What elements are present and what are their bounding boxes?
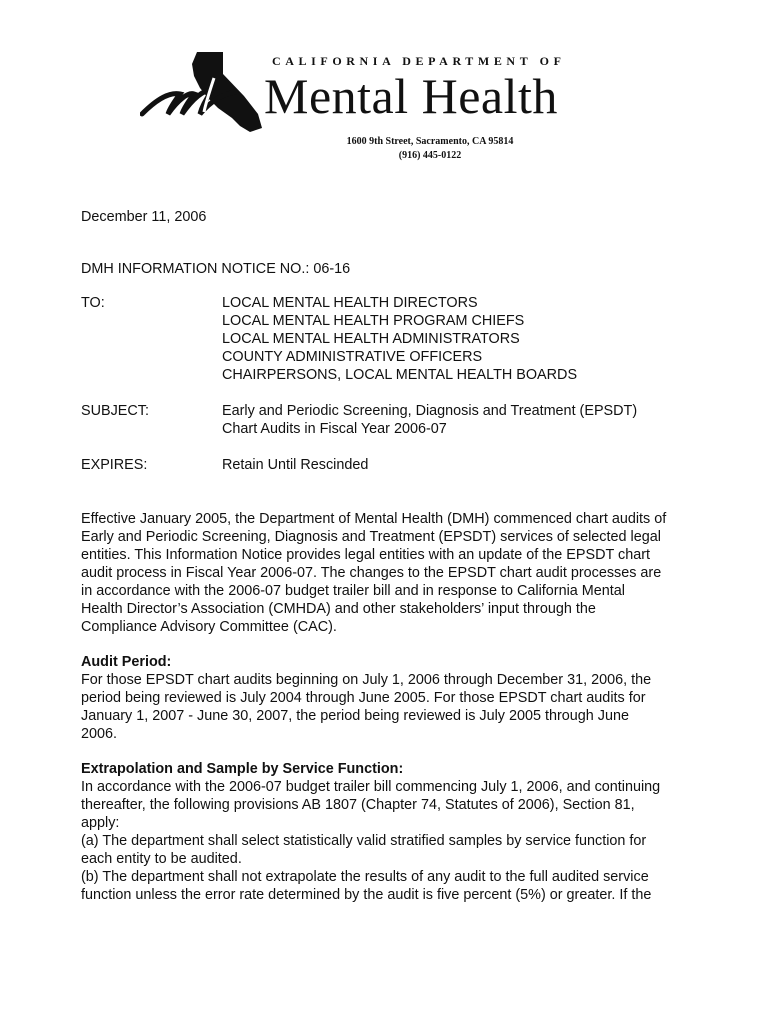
department-name: Mental Health [264, 68, 558, 124]
paragraph-line: Health Director’s Association (CMHDA) and other stakeholders’ input through the [81, 601, 596, 617]
to-label: TO: [81, 295, 105, 311]
recipient: LOCAL MENTAL HEALTH ADMINISTRATORS [222, 331, 520, 347]
paragraph-line: 2006. [81, 726, 118, 742]
audit-period-section [81, 653, 721, 743]
letterhead [0, 0, 770, 180]
paragraph-line: audit process in Fiscal Year 2006-07. The changes to the EPSDT chart audit processes are [81, 565, 662, 581]
recipient: LOCAL MENTAL HEALTH PROGRAM CHIEFS [222, 313, 525, 329]
paragraph-line: For those EPSDT chart audits beginning on July 1, 2006 through December 31, 2006, the [81, 672, 652, 688]
notice-number: DMH INFORMATION NOTICE NO.: 06-16 [81, 261, 351, 277]
intro-paragraph [81, 510, 721, 636]
california-state-mh-logo-icon [140, 48, 270, 138]
address: 1600 9th Street, Sacramento, CA 95814 [346, 136, 514, 147]
paragraph-line: each entity to be audited. [81, 851, 242, 867]
paragraph-line: Early and Periodic Screening, Diagnosis and Treatment (EPSDT) services of selected legal [81, 529, 661, 545]
paragraph-line: In accordance with the 2006-07 budget trailer bill commencing July 1, 2006, and continuing [81, 779, 661, 795]
paragraph-line: period being reviewed is July 2004 through June 2005. For those EPSDT chart audits for [81, 690, 646, 706]
date: December 11, 2006 [81, 209, 207, 225]
paragraph-line: Effective January 2005, the Department of Mental Health (DMH) commenced chart audits of [81, 511, 667, 527]
paragraph-line: in accordance with the 2006-07 budget trailer bill and in response to California Mental [81, 583, 625, 599]
expires-label: EXPIRES: [81, 457, 148, 473]
recipient: LOCAL MENTAL HEALTH DIRECTORS [222, 295, 478, 311]
paragraph-line: function unless the error rate determined by the audit is five percent (5%) or greater. If the [81, 887, 652, 903]
subject-line: Early and Periodic Screening, Diagnosis and Treatment (EPSDT) [222, 403, 638, 419]
subject-line: Chart Audits in Fiscal Year 2006-07 [222, 421, 447, 437]
paragraph-line: thereafter, the following provisions AB 1807 (Chapter 74, Statutes of 2006), Section 81, [81, 797, 635, 813]
section-heading: Extrapolation and Sample by Service Function: [81, 761, 404, 777]
paragraph-line: entities. This Information Notice provides legal entities with an update of the EPSDT chart [81, 547, 650, 563]
paragraph-line: Compliance Advisory Committee (CAC). [81, 619, 337, 635]
recipient: COUNTY ADMINISTRATIVE OFFICERS [222, 349, 483, 365]
subject-label: SUBJECT: [81, 403, 149, 419]
paragraph-line: January 1, 2007 - June 30, 2007, the period being reviewed is July 2005 through June [81, 708, 630, 724]
expires-value: Retain Until Rescinded [222, 457, 369, 473]
paragraph-line: (a) The department shall select statistically valid stratified samples by service function for [81, 833, 647, 849]
paragraph-line: (b) The department shall not extrapolate the results of any audit to the full audited service [81, 869, 649, 885]
paragraph-line: apply: [81, 815, 120, 831]
department-line: CALIFORNIA DEPARTMENT OF [272, 54, 566, 68]
section-heading: Audit Period: [81, 654, 172, 670]
phone: (916) 445-0122 [398, 150, 462, 161]
recipient: CHAIRPERSONS, LOCAL MENTAL HEALTH BOARDS [222, 367, 578, 383]
extrapolation-section [81, 760, 721, 904]
